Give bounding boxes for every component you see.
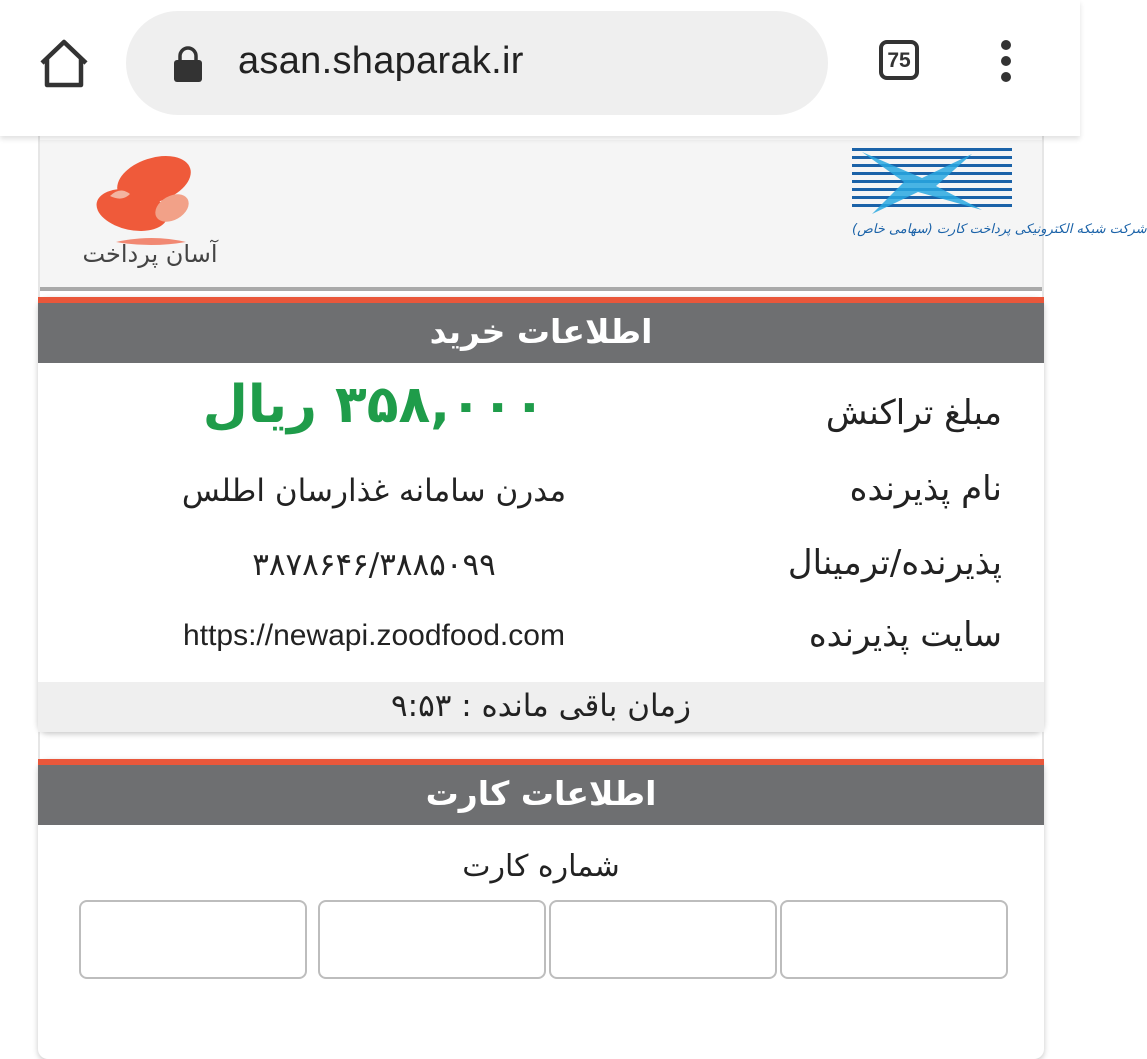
terminal-value: ۳۸۷۸۶۴۶/۳۸۸۵۰۹۹ xyxy=(252,547,496,583)
terminal-label: پذیرنده/ترمینال xyxy=(787,543,1002,583)
amount-value: ۳۵۸,۰۰۰ ریال xyxy=(202,375,546,435)
tab-switcher-icon[interactable]: 75 xyxy=(879,40,919,80)
remaining-time: زمان باقی مانده : ۹:۵۳ xyxy=(38,682,1044,732)
site-label: سایت پذیرنده xyxy=(808,615,1002,655)
merchant-row xyxy=(38,469,1044,529)
home-icon[interactable] xyxy=(36,36,92,92)
card-number-field-2[interactable] xyxy=(549,900,777,979)
more-vert-icon[interactable] xyxy=(996,40,1016,88)
card-info-title: اطلاعات کارت xyxy=(38,765,1044,825)
divider xyxy=(40,287,1042,291)
merchant-value: مدرن سامانه غذارسان اطلس xyxy=(181,473,567,509)
amount-label: مبلغ تراکنش xyxy=(825,393,1002,433)
merchant-label: نام پذیرنده xyxy=(849,469,1002,509)
terminal-row xyxy=(38,543,1044,603)
card-number-label: شماره کارت xyxy=(462,849,620,884)
url-text[interactable]: asan.shaparak.ir xyxy=(238,40,524,82)
amount-row xyxy=(38,375,1044,453)
site-value: https://newapi.zoodfood.com xyxy=(183,619,565,652)
purchase-info-title: اطلاعات خرید xyxy=(38,303,1044,363)
card-number-field-1[interactable] xyxy=(780,900,1008,979)
card-info-card xyxy=(38,759,1044,1059)
browser-toolbar xyxy=(0,0,1080,136)
asan-pardakht-wordmark: آسان پرداخت xyxy=(82,240,218,268)
shaparak-caption: شرکت شبکه الکترونیکی پرداخت کارت (سهامی خاص) xyxy=(852,222,1147,237)
lock-icon xyxy=(172,45,204,83)
card-number-field-3[interactable] xyxy=(318,900,546,979)
card-number-field-4[interactable] xyxy=(79,900,307,979)
address-bar[interactable] xyxy=(126,11,828,115)
site-row xyxy=(38,615,1044,675)
purchase-info-card xyxy=(38,297,1044,732)
